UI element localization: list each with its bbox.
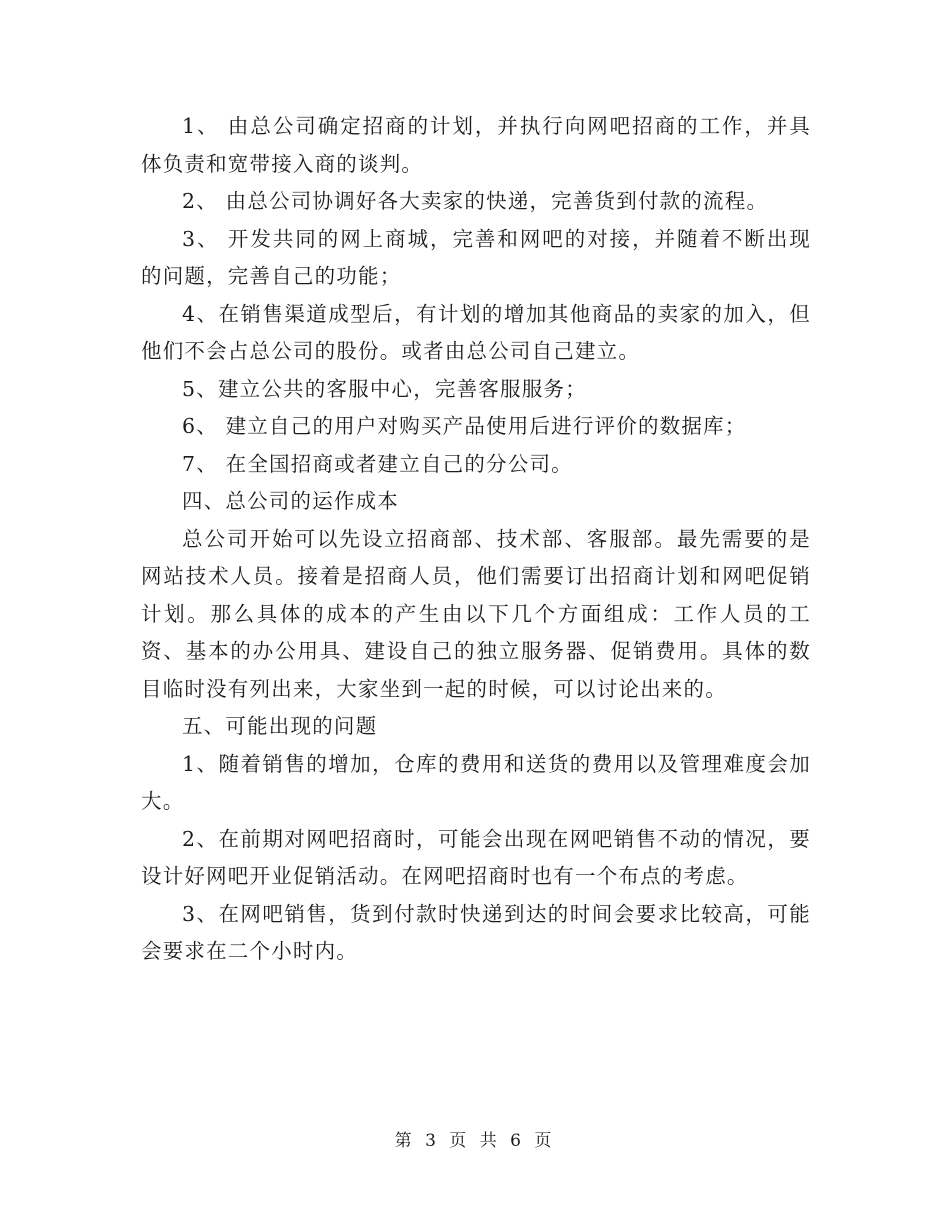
list-item-2: 2、 由总公司协调好各大卖家的快递，完善货到付款的流程。 (182, 189, 769, 213)
problem-item-1: 1、随着销售的增加，仓库的费用和送货的费用以及管理难度会加大。 (141, 751, 811, 813)
section-heading-possible-problems: 五、可能出现的问题 (182, 714, 378, 738)
list-item-5: 5、建立公共的客服中心，完善客服服务； (182, 376, 587, 401)
list-item-4: 4、在销售渠道成型后，有计划的增加其他商品的卖家的加入，但他们不会占总公司的股份。或者由总公司自己建立。 (141, 301, 811, 363)
document-body (141, 108, 811, 971)
list-item-3: 3、 开发共同的网上商城，完善和网吧的对接，并随着不断出现的问题，完善自己的功能； (141, 226, 811, 288)
list-item-7: 7、 在全国招商或者建立自己的分公司。 (182, 451, 573, 476)
problem-item-3: 3、在网吧销售，货到付款时快递到达的时间会要求比较高，可能会要求在二个小时内。 (141, 901, 811, 963)
section-heading-operating-cost: 四、总公司的运作成本 (182, 489, 399, 513)
problem-item-2: 2、在前期对网吧招商时，可能会出现在网吧销售不动的情况，要设计好网吧开业促销活动。在网吧招商时也有一个布点的考虑。 (141, 826, 811, 888)
list-item-1: 1、 由总公司确定招商的计划，并执行向网吧招商的工作，并具体负责和宽带接入商的谈判。 (141, 114, 811, 176)
operating-cost-paragraph: 总公司开始可以先设立招商部、技术部、客服部。最先需要的是网站技术人员。接着是招商人员，他们需要订出招商计划和网吧促销计划。那么具体的成本的产生由以下几个方面组成：工作人员的工资、基本的办公用具、建设自己的独立服务器、促销费用。具体的数目临时没有列出来，大家坐到一起的时候，可以讨论出来的。 (141, 526, 811, 701)
page-footer: 第 3 页 共 6 页 (394, 1131, 556, 1151)
list-item-6: 6、 建立自己的用户对购买产品使用后进行评价的数据库； (182, 414, 747, 438)
